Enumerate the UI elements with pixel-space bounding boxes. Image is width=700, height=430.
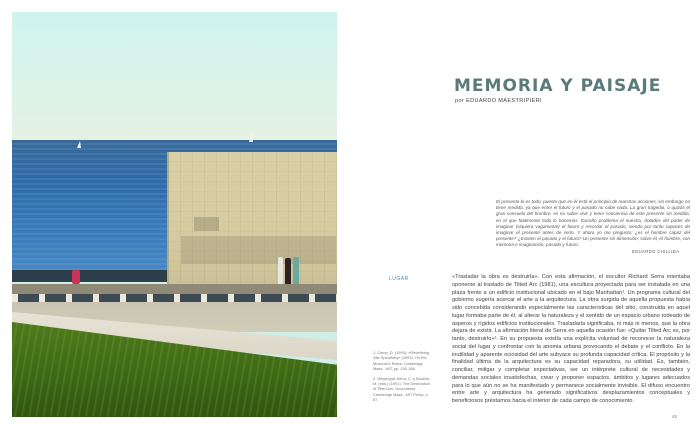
person-standing	[293, 257, 299, 285]
epigraph-author: EDUARDO CHILLIDA	[632, 249, 680, 254]
person-standing	[285, 258, 291, 285]
article-byline: por EDUARDO MAESTRIPIERI	[455, 98, 542, 104]
page-number: 45	[672, 414, 678, 419]
footnotes	[373, 350, 433, 407]
photo-promenade	[12, 284, 337, 294]
photo-sky	[12, 12, 337, 140]
section-label: LUGAR	[389, 276, 409, 282]
epigraph-quote: El presente lo es todo, puesto que en él está el principio de nuestras acciones, sin embargo no tiene medida, ya que entre el futuro y el pasado no cabe nada. La gran tragedia, o quizás el gran consuelo del hombre, es no saber vivir y tener conciencia de este presente sin medida, en el que fatalmente todo lo hacemos. Extraño problema el nuestro, dotados del poder de imaginar (siquiera vagamente) el futuro y recordar el pasado, siendo por tanto capaces de imaginar el presente antes de serlo. Y ahora yo me pregunto: ¿es el hombre capaz del presente? ¿Existen el pasado y el futuro? Un presente sin dimensión; sobre él, el hombre, con memoria e imaginación, pasado y futuro.	[496, 199, 690, 248]
sailboat	[249, 133, 253, 142]
person-sitting	[72, 270, 80, 284]
waterfront-photo	[12, 12, 337, 417]
footnote: 2. Weyergraf-Serra, C. y Buskirk, M. (eds.) (1991). The Destruction of Tilted Arc: Documents. Cambridge Mass.: MIT Press, p. 67.	[373, 375, 431, 403]
footnote: 1. Crimp, D. (1993). «Redefining Site Specificity» (1993). On the Museum's Ruins. Cambridge Mass.: MIT, pp. 150-186.	[373, 350, 430, 372]
sailboat	[77, 141, 81, 148]
photo-railing	[12, 270, 172, 282]
photo-bollards	[12, 294, 337, 302]
article-body	[452, 274, 690, 406]
person-standing	[278, 257, 283, 285]
body-paragraph: «Trasladar la obra es destruirla». Con esta afirmación, el escultor Richard Serra intentaba oponerse al traslado de Tilted Arc (1981), una escultura proyectada para ser instalada en una plaza frente a un edificio institucional ubicado en el bajo Manhattan¹. Un programa cultural del gobierno sugería acercar el arte a la arquitectura. La obra surgida de aquella propuesta había sido concebida considerando especialmente las características del sitio, construida en aquel lugar formaba parte de él, al alterar la naturaleza y el sentido de un espacio urbano rodeado de ásperos y rígidos edificios institucionales. Trasladarla significaba, ni más ni menos, que la obra dejara de existir. La afirmación literal de Serra en aquella ocasión fue: «Quitar Tilted Arc es, por tanto, destruirlo»². En su propuesta existía una explícita voluntad de reconocer la naturaleza social del lugar y confrontar con la anomia urbana provocando el debate y el conflicto. En la inutilidad y aparente ociosidad del arte subyace su profunda capacidad crítica. El propósito y la finalidad última de la arquitectura es su capacidad reparadora, su utilidad. Es, también, conciliar, mitigar y completar expectativas, ser un intérprete cultural de necesidades y demandas sociales insatisfechas, crear y proponer espacios, ámbitos y lugares adecuados para lo que aún no se ha manifestado y permanece socialmente invisible. El difuso encuentro entre arte y arquitectura ha generado significativos desplazamientos conceptuales y beneficiosos préstamos hacia el interior de cada campo de conocimiento.	[452, 274, 690, 404]
photo-stone-wall	[167, 152, 337, 287]
article-title: MEMORIA Y PAISAJE	[454, 76, 662, 96]
